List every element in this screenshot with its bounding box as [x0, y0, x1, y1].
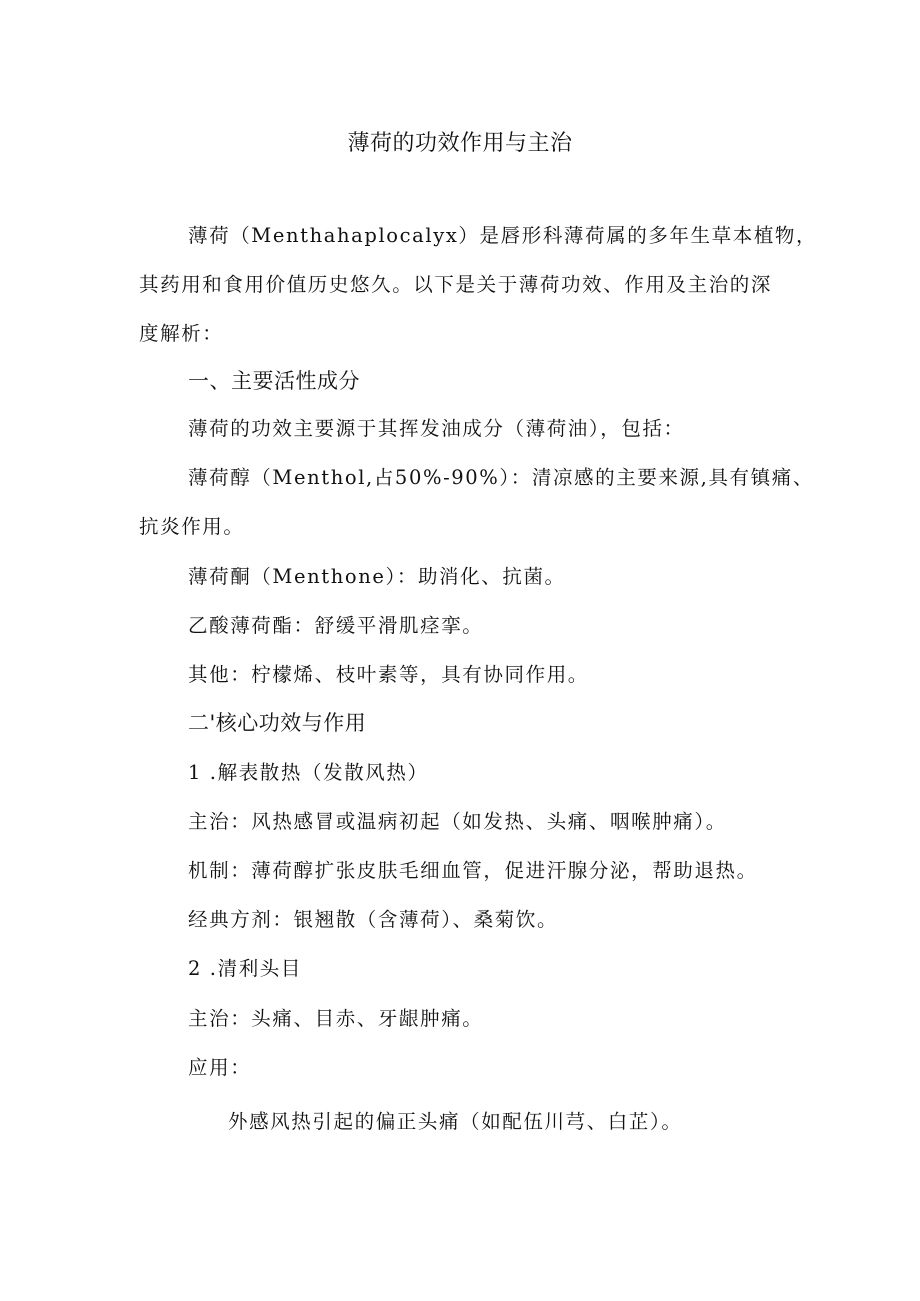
item-2-title: 2 .清利头目 — [188, 957, 303, 980]
intro-line-2: 其药用和食用价值历史悠久。以下是关于薄荷功效、作用及主治的深 — [139, 273, 773, 296]
item-1-formula: 经典方剂：银翘散（含薄荷）、桑菊饮。 — [188, 908, 559, 931]
section-heading-active-ingredients: 一、主要活性成分 — [188, 369, 360, 393]
document-title: 薄荷的功效作用与主治 — [347, 131, 573, 156]
menthyl-acetate-line: 乙酸薄荷酯：舒缓平滑肌痉挛。 — [188, 614, 484, 637]
menthone-line: 薄荷酮（Menthone）：助消化、抗菌。 — [188, 565, 566, 588]
other-ingredients-line: 其他：柠檬烯、枝叶素等，具有协同作用。 — [188, 663, 589, 686]
item-2-application-1: 外感风热引起的偏正头痛（如配伍川芎、白芷）。 — [228, 1110, 683, 1133]
menthol-line-2: 抗炎作用。 — [139, 515, 245, 538]
intro-line-3: 度解析： — [139, 322, 224, 345]
item-1-indication: 主治：风热感冒或温病初起（如发热、头痛、咽喉肿痛）。 — [188, 810, 727, 833]
item-2-indication: 主治：头痛、目赤、牙龈肿痛。 — [188, 1007, 484, 1030]
ingredients-lead: 薄荷的功效主要源于其挥发油成分（薄荷油），包括： — [188, 417, 685, 440]
item-1-mechanism: 机制：薄荷醇扩张皮肤毛细血管，促进汗腺分泌，帮助退热。 — [188, 859, 758, 882]
menthol-line-1: 薄荷醇（Menthol,占50%-90%）：清凉感的主要来源,具有镇痛、 — [188, 466, 814, 489]
item-2-application-label: 应用： — [188, 1056, 252, 1079]
section-heading-core-effects: 二'核心功效与作用 — [188, 711, 367, 735]
item-1-title: 1 .解表散热（发散风热） — [188, 761, 429, 784]
intro-line-1: 薄荷（Menthahaplocalyx）是唇形科薄荷属的多年生草本植物， — [188, 224, 818, 247]
